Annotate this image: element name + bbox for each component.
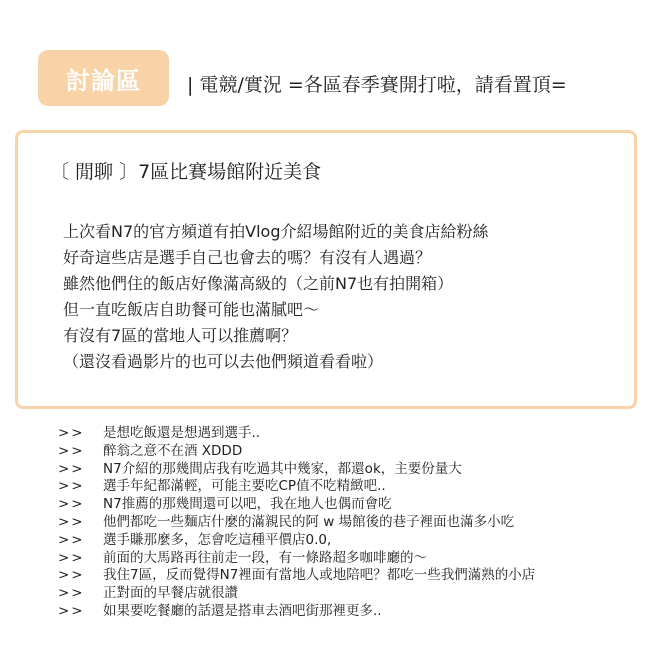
reply-text: 正對面的早餐店就很讚 (103, 585, 238, 602)
reply-item (58, 550, 535, 568)
post-card (15, 130, 637, 409)
reply-marker: >> (58, 425, 85, 441)
reply-marker: >> (58, 567, 85, 584)
forum-badge[interactable]: 討論區 (38, 50, 169, 106)
reply-item (58, 514, 535, 532)
post-body (63, 219, 489, 375)
reply-text: N7推薦的那幾間還可以吧，我在地人也偶而會吃 (103, 496, 392, 513)
post-line: 有沒有7區的當地人可以推薦啊？ (63, 326, 298, 345)
reply-item (58, 567, 535, 585)
post-line: 但一直吃飯店自助餐可能也滿膩吧～ (63, 300, 320, 319)
reply-item (58, 443, 535, 461)
reply-text: 他們都吃一些麵店什麼的滿親民的阿 w 場館後的巷子裡面也滿多小吃 (103, 513, 515, 530)
post-line: 上次看N7的官方頻道有拍Vlog介紹場館附近的美食店給粉絲 (63, 222, 489, 241)
reply-item (58, 496, 535, 514)
reply-marker: >> (58, 531, 85, 548)
post-line: 雖然他們住的飯店好像滿高級的（之前N7也有拍開箱） (63, 274, 454, 293)
reply-text: 選手賺那麼多，怎會吃這種平價店0.0, (103, 531, 332, 548)
reply-item (58, 478, 535, 496)
reply-text: N7介紹的那幾間店我有吃過其中幾家，都還ok，主要份量大 (103, 460, 462, 477)
reply-text: 選手年紀都滿輕，可能主要吃CP值不吃精緻吧.. (103, 478, 386, 495)
reply-marker: >> (58, 478, 85, 495)
reply-marker: >> (58, 460, 85, 477)
reply-text: 前面的大馬路再往前走一段，有一條路超多咖啡廳的～ (103, 549, 427, 566)
post-title[interactable]: 〔 閒聊 〕7區比賽場館附近美食 (50, 161, 322, 183)
post-line: 好奇這些店是選手自己也會去的嗎？有沒有人遇過？ (63, 248, 432, 267)
post-line: （還沒看過影片的也可以去他們頻道看看啦） (63, 352, 384, 371)
reply-item (58, 585, 535, 603)
reply-item (58, 425, 535, 443)
reply-marker: >> (58, 513, 85, 530)
reply-marker: >> (58, 585, 85, 602)
reply-text: 我住7區，反而覺得N7裡面有當地人或地陪吧？都吃一些我們滿熟的小店 (103, 567, 536, 584)
reply-marker: >> (58, 602, 85, 619)
reply-marker: >> (58, 442, 85, 459)
reply-list (58, 425, 535, 621)
reply-text: 如果要吃餐廳的話還是搭車去酒吧街那裡更多.. (103, 602, 382, 619)
reply-item (58, 461, 535, 479)
reply-item (58, 603, 535, 621)
reply-text: 是想吃飯還是想遇到選手.. (103, 425, 261, 441)
reply-marker: >> (58, 496, 85, 513)
reply-text: 醉翁之意不在酒 XDDD (103, 442, 243, 459)
board-title: | 電競/實況 =各區春季賽開打啦，請看置頂= (187, 74, 567, 96)
reply-item (58, 532, 535, 550)
reply-marker: >> (58, 549, 85, 566)
